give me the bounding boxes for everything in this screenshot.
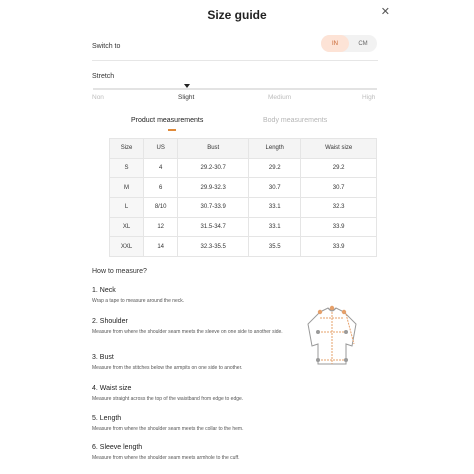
- table-cell: XXL: [110, 237, 144, 257]
- table-cell: 6: [144, 178, 178, 198]
- step-title: 4. Waist size: [92, 385, 132, 392]
- stretch-option-medium: Medium: [268, 94, 292, 101]
- step-description: Measure from where the shoulder seam meets the collar to the hem.: [92, 426, 244, 432]
- table-cell: 30.7: [249, 178, 301, 198]
- table-cell: 4: [144, 158, 178, 178]
- step-title: 6. Sleeve length: [92, 444, 143, 451]
- table-row: [110, 178, 377, 198]
- active-tab-indicator: [168, 129, 176, 131]
- table-cell: 12: [144, 217, 178, 237]
- table-header-row: [110, 139, 377, 159]
- table-cell: 31.5-34.7: [178, 217, 249, 237]
- stretch-option-slight: Slight: [178, 94, 195, 101]
- table-cell: 35.5: [249, 237, 301, 257]
- measure-step-bust: [92, 354, 302, 372]
- unit-toggle[interactable]: [321, 35, 377, 52]
- table-header-cell: Size: [110, 139, 144, 159]
- divider: [92, 60, 378, 61]
- table-cell: 29.2: [249, 158, 301, 178]
- step-description: Measure from where the shoulder seam meets the sleeve on one side to another side.: [92, 329, 283, 335]
- step-description: Wrap a tape to measure around the neck.: [92, 298, 185, 304]
- step-title: 5. Length: [92, 415, 122, 422]
- stretch-option-non: Non: [92, 94, 104, 101]
- table-header-cell: Waist size: [301, 139, 377, 159]
- tab-body-measurements[interactable]: Body measurements: [263, 117, 328, 124]
- table-cell: XL: [110, 217, 144, 237]
- measure-step-sleeve-length: [92, 444, 302, 462]
- step-description: Measure from where the shoulder seam meets armhole to the cuff.: [92, 455, 240, 461]
- size-table: [109, 138, 377, 257]
- table-cell: 14: [144, 237, 178, 257]
- table-header-cell: Length: [249, 139, 301, 159]
- table-cell: M: [110, 178, 144, 198]
- measure-step-shoulder: [92, 318, 302, 336]
- table-cell: 33.1: [249, 198, 301, 218]
- table-cell: S: [110, 158, 144, 178]
- table-cell: 29.2-30.7: [178, 158, 249, 178]
- table-row: [110, 217, 377, 237]
- table-cell: 30.7: [301, 178, 377, 198]
- table-cell: 29.9-32.3: [178, 178, 249, 198]
- measure-step-waist: [92, 385, 302, 403]
- table-cell: 32.3: [301, 198, 377, 218]
- step-title: 1. Neck: [92, 287, 116, 294]
- table-cell: 30.7-33.9: [178, 198, 249, 218]
- table-header-cell: US: [144, 139, 178, 159]
- table-cell: 33.9: [301, 217, 377, 237]
- step-description: Measure straight across the top of the waistband from edge to edge.: [92, 396, 244, 402]
- table-cell: 33.9: [301, 237, 377, 257]
- stretch-marker-icon: [184, 84, 190, 88]
- close-icon[interactable]: ✕: [380, 6, 390, 18]
- unit-option-in[interactable]: IN: [321, 35, 349, 52]
- switch-unit-label: Switch to: [92, 43, 121, 50]
- table-row: [110, 198, 377, 218]
- table-cell: 33.1: [249, 217, 301, 237]
- measurement-tabs: [92, 117, 378, 132]
- step-title: 3. Bust: [92, 354, 114, 361]
- stretch-label: Stretch: [92, 73, 115, 80]
- step-title: 2. Shoulder: [92, 318, 128, 325]
- table-cell: L: [110, 198, 144, 218]
- unit-option-cm[interactable]: CM: [358, 40, 368, 47]
- stretch-option-high: High: [362, 94, 376, 101]
- step-description: Measure from the stitches below the armpits on one side to another.: [92, 365, 243, 371]
- how-to-measure-title: How to measure?: [92, 268, 147, 275]
- table-row: [110, 158, 377, 178]
- table-header-cell: Bust: [178, 139, 249, 159]
- garment-measurement-diagram-icon: [296, 300, 368, 372]
- table-cell: 8/10: [144, 198, 178, 218]
- stretch-scale-track: [93, 88, 377, 90]
- table-row: [110, 237, 377, 257]
- table-cell: 32.3-35.5: [178, 237, 249, 257]
- measure-step-length: [92, 415, 302, 433]
- tab-product-measurements[interactable]: Product measurements: [131, 117, 204, 124]
- page-title: Size guide: [207, 8, 267, 22]
- measure-step-neck: [92, 287, 302, 305]
- table-cell: 29.2: [301, 158, 377, 178]
